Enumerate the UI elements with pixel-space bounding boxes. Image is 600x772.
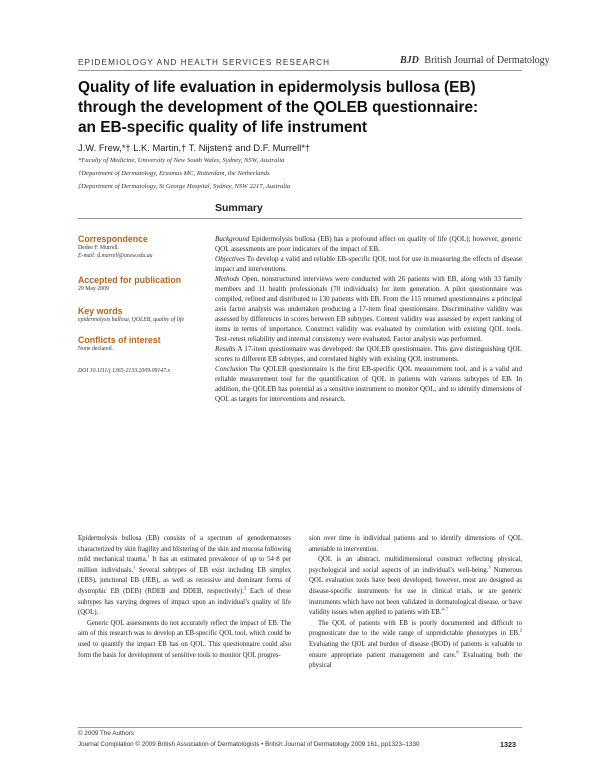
keywords-block: [78, 306, 203, 324]
doi-link[interactable]: DOI 10.1111/j.1365-2133.2009.09147.x: [78, 368, 171, 374]
body-paragraph: Generic QOL assessments do not accurately reflect the impact of EB. The aim of this research was to develop an EB-specific QOL tool, which could be used to quantify the impact EB has on QOL. This questionnaire could also form the basis for development of sensitive tools to monitor QOL progres-: [78, 619, 291, 659]
header-rule: [78, 70, 522, 71]
body-text: Several subtypes of EB exist including EB simplex (EBS), junctional EB (JEB), as well as recessive and dominant forms of dystrophic EB (DEB) (RDEB and DDEB, respectively).: [78, 566, 291, 595]
abstract-objectives: [215, 254, 522, 274]
body-column-left: [78, 534, 291, 661]
background-text: Epidermolysis bullosa (EB) has a profound effect on quality of life (QOL); however, generic QOL assessments are poor indicators of the impact of EB.: [215, 235, 522, 253]
correspondence-name: Dedee F. Murrell.: [78, 245, 120, 251]
accepted-block: [78, 275, 203, 293]
body-text: QOL is an abstract, multidimensional construct reflecting physical, psychological and social aspects of an individual’s well-being.: [309, 556, 522, 574]
affiliation: *Faculty of Medicine, University of New South Wales, Sydney, NSW, Australia: [78, 157, 285, 164]
title-line: through the development of the QOLEB questionnaire:: [78, 99, 479, 116]
abstract-conclusion: [215, 364, 522, 404]
citation[interactable]: 3: [488, 564, 491, 570]
footer-compilation: Journal Compilation © 2009 British Association of Dermatologists • British Journal of Dermatology 2009 161, pp1323–1330: [78, 741, 420, 748]
title-line: Quality of life evaluation in epidermolysis bullosa (EB): [78, 79, 476, 96]
body-paragraph: [78, 534, 291, 619]
correspondence-heading: Correspondence: [78, 234, 148, 244]
results-text: A 17-item questionnaire was developed: the QOLEB questionnaire. This gave distinguishing QOL scores to different EB subtypes, and correlated highly with existing QOL instruments.: [215, 345, 522, 363]
conflicts-heading: Conflicts of interest: [78, 335, 161, 345]
label-methods: Methods: [215, 275, 240, 283]
affiliation: †Department of Dermatology, Erasmus MC, Rotterdam, the Netherlands: [78, 170, 270, 177]
section-label: EPIDEMIOLOGY AND HEALTH SERVICES RESEARCH: [78, 58, 331, 67]
label-results: Results: [215, 345, 236, 353]
citation[interactable]: 1: [147, 553, 150, 559]
citation[interactable]: 4–7: [441, 606, 449, 612]
objectives-text: To develop a valid and reliable EB-specific QOL tool for use in measuring the effects of disease impact and interventions.: [215, 255, 522, 273]
abstract-results: [215, 344, 522, 364]
summary-heading: Summary: [215, 202, 263, 214]
doi-block: [78, 367, 203, 375]
article-title: [78, 78, 528, 138]
affiliation: ‡Department of Dermatology, St George Hospital, Sydney, NSW 2217, Australia: [78, 183, 291, 190]
methods-text: Open, nonstructured interviews were conducted with 26 patients with EB, along with 33 family members and 11 health professionals (70 individuals) for item generation. A pilot questionnaire was compiled, refined and distributed to 130 patients with EB. From the 115 returned questionnaires a principal axis factor analysis was undertaken producing a 17-item final questionnaire. Discriminative validity was assessed by differences in scores between EB subtypes. Content validity was assessed by expert ranking of items in terms of importance. Construct validity was evaluated by correlation with existing QOL tools. Test–retest reliability and internal consistency were evaluated. Factor analysis was performed.: [215, 275, 522, 343]
correspondence-email[interactable]: E-mail: d.murrell@unsw.edu.au: [78, 253, 153, 259]
citation[interactable]: 2: [243, 585, 247, 591]
author-list: J.W. Frew,*† L.K. Martin,† T. Nijsten‡ and D.F. Murrell*†: [78, 142, 311, 153]
journal-title: [400, 55, 550, 66]
body-text: It has an estimated prevalence of up to 54·8 per million individuals.: [78, 556, 292, 574]
keywords-text: epidermolysis bullosa, QOLEB, quality of life: [78, 317, 185, 323]
body-paragraph: [309, 555, 522, 619]
body-text: Evaluating both the physical: [309, 651, 522, 670]
citation[interactable]: 8: [456, 649, 459, 655]
label-conclusion: Conclusion: [215, 365, 248, 373]
accepted-date: 29 May 2009: [78, 286, 109, 292]
journal-name: British Journal of Dermatology: [424, 55, 550, 66]
conclusion-text: The QOLEB questionnaire is the first EB-specific QOL measurement tool, and is a valid and reliable measurement tool for the quantification of QOL in patients with various subtypes of EB. In addition, the QOLEB has potential as a sensitive instrument to monitor QOL, and to identify dimensions of QOL as targets for interventions and research.: [215, 365, 522, 403]
body-text: Numerous QOL evaluation tools have been developed; however, most are designed as disease-specific instruments for use in clinical trials, or are generic instruments which have not been validated in dermatological disease, or have validity issues when applied to patients with EB.: [309, 566, 522, 617]
summary-rule: [78, 218, 522, 219]
abstract-background: [215, 234, 522, 254]
journal-abbrev: BJD: [400, 55, 419, 66]
abstract-methods: [215, 274, 522, 344]
body-text: Evaluating the QOL and burden of disease (BOD) of patients is valuable to ensure appropriate patient management and care.: [309, 640, 522, 659]
body-column-right: [309, 534, 522, 672]
title-line: an EB-specific quality of life instrument: [78, 119, 368, 136]
body-text: Each of these subtypes has varying degrees of impact upon an individual’s quality of life (QOL).: [78, 587, 291, 617]
footer-rule: [78, 727, 522, 728]
correspondence-block: [78, 234, 203, 260]
body-paragraph: sion over time in individual patients and to identify dimensions of QOL amenable to intervention.: [309, 535, 522, 553]
accepted-heading: Accepted for publication: [78, 275, 182, 285]
keywords-heading: Key words: [78, 306, 123, 316]
citation[interactable]: 2: [519, 628, 522, 634]
body-text: Epidermolysis bullosa (EB) consists of a spectrum of genodermatoses characterized by skin fragility and blistering of the skin and mucosa following mild mechanical trauma.: [78, 535, 291, 564]
page-number: 1323: [500, 740, 516, 749]
abstract: [215, 234, 522, 404]
label-background: Background: [215, 235, 250, 243]
conflicts-block: [78, 335, 203, 353]
body-text: The QOL of patients with EB is poorly documented and difficult to prognosticate due to the wide range of unpredictable phenotypes in EB.: [309, 619, 522, 638]
body-paragraph: [309, 619, 522, 672]
conflicts-text: None declared.: [78, 346, 114, 352]
label-objectives: Objectives: [215, 255, 245, 263]
citation[interactable]: 1: [133, 564, 136, 570]
footer-copyright: © 2009 The Authors: [78, 730, 134, 737]
